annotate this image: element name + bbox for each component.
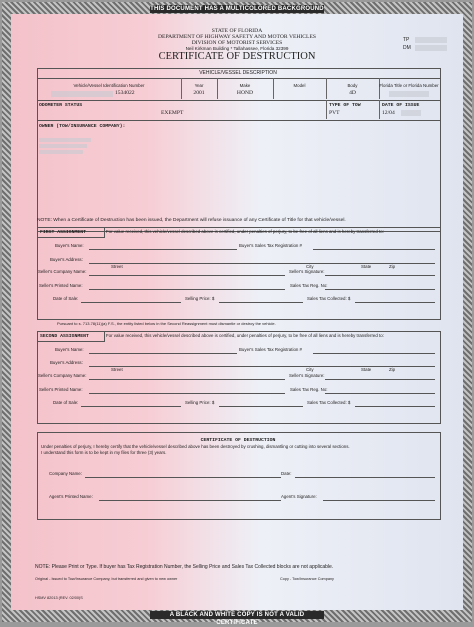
print-type-note: NOTE: Please Print or Type. If buyer has Tax Registration Number, the Selling Price and Sales Tax Collected blocks are not applicable. [35,564,334,570]
first-zip-label: Zip [389,264,396,269]
first-buyer-name-field[interactable] [89,249,237,250]
top-banner: THIS DOCUMENT HAS A MULTICOLORED BACKGROUND [150,6,324,12]
agent-printed-name-label: Agent's Printed Name: [49,494,93,499]
odometer-label: ODOMETER STATUS [39,103,83,108]
destruction-section-title: CERTIFICATE OF DESTRUCTION [200,438,276,443]
first-buyer-address-field[interactable] [89,263,435,264]
date-label: Date: [281,471,292,476]
company-name-label: Company Name: [49,471,82,476]
second-tax-collected-label: Sales Tax Collected: $ [307,400,351,405]
first-buyer-tax-label: Buyer's Sales Tax Registration # [239,243,302,248]
second-sales-tax-reg-label: Sales Tax Reg. No: [290,387,328,392]
state-title: STATE OF FLORIDA [211,28,263,34]
second-tax-collected-field[interactable] [355,406,435,407]
first-seller-printed-field[interactable] [89,289,285,290]
note-refusal: NOTE: When a Certificate of Destruction has been issued, the Department will refuse issuance of any Certificate of Title for that vehicle/vessel. [37,218,346,223]
redacted-code-tp [415,37,447,43]
redacted-owner-line-1 [39,138,91,142]
division-title: DIVISION OF MOTORIST SERVICES [191,40,283,46]
first-buyer-address-label: Buyer's Address: [50,257,83,262]
first-seller-company-field[interactable] [89,275,285,276]
issue-date-value: 12/04 [382,110,395,116]
first-selling-price-label: Selling Price: $ [185,296,215,301]
first-state-label: State [361,264,372,269]
redacted-owner-line-3 [39,150,83,154]
first-selling-price-field[interactable] [219,302,303,303]
code-dm-label: DM [403,45,411,51]
first-assignment-text: For value received, this vehicle/vessel described above is certified, under penalties of perjury, to be free of all liens and is hereby transferred to: [106,229,384,234]
second-buyer-address-label: Buyer's Address: [50,360,83,365]
first-seller-printed-label: Seller's Printed Name: [39,283,83,288]
first-street-label: Street [111,264,123,269]
vin-value: 1534022 [115,90,135,96]
divider [326,100,327,119]
second-buyer-name-field[interactable] [89,353,237,354]
second-street-label: Street [111,367,123,372]
title-number-label: Florida Title or Florida Number [379,83,439,88]
second-state-label: State [361,367,372,372]
second-assignment-text: For value received, this vehicle/vessel described above is certified, under penalties of perjury, to be free of all liens and is hereby transferred to: [106,333,384,338]
first-sales-tax-reg-label: Sales Tax Reg. No: [290,283,328,288]
second-buyer-tax-field[interactable] [313,353,435,354]
second-seller-company-label: Seller's Company Name: [38,373,87,378]
first-assignment-title: FIRST ASSIGNMENT [40,230,87,235]
vin-label: Vehicle/Vessel Identification Number [73,83,145,88]
date-field[interactable] [295,477,435,478]
original-copy-note: Original - Issued to Tow/Insurance Company, but transferred and given to new owner [35,577,178,581]
second-buyer-name-label: Buyer's Name: [55,347,84,352]
agent-printed-name-field[interactable] [99,500,281,501]
redacted-code-dm [415,45,447,51]
bottom-banner: A BLACK AND WHITE COPY IS NOT A VALID CERTIFICATE [150,611,324,619]
make-value: HOND [236,90,254,96]
owner-label: OWNER (TOW/INSURANCE COMPANY): [39,124,126,129]
second-seller-signature-label: Seller's Signature: [289,373,325,378]
first-tax-collected-label: Sales Tax Collected: $ [307,296,351,301]
tow-copy-note: Copy - Tow/Insurance Company [280,577,334,581]
second-assignment-title: SECOND ASSIGNMENT [40,334,89,339]
second-date-of-sale-field[interactable] [81,406,181,407]
second-selling-price-field[interactable] [219,406,303,407]
agent-signature-field[interactable] [323,500,435,501]
second-buyer-tax-label: Buyer's Sales Tax Registration # [239,347,302,352]
second-seller-company-field[interactable] [89,379,285,380]
first-buyer-tax-field[interactable] [313,249,435,250]
body-label: Body [347,83,358,88]
redacted-issue-year [401,110,421,116]
first-seller-company-label: Seller's Company Name: [38,269,87,274]
year-value: 2001 [193,90,205,96]
first-date-of-sale-field[interactable] [81,302,181,303]
redacted-vin [51,91,113,97]
type-tow-label: TYPE OF TOW [329,103,361,108]
department-title: DEPARTMENT OF HIGHWAY SAFETY AND MOTOR VEHICLES [158,34,316,40]
model-label: Model [293,83,306,88]
divider [379,100,380,119]
make-label: Make [239,83,251,88]
first-date-of-sale-label: Date of Sale: [53,296,79,301]
second-date-of-sale-label: Date of Sale: [53,400,79,405]
odometer-value: EXEMPT [161,110,184,116]
second-assignment-box [37,331,441,424]
issue-date-label: DATE OF ISSUE [382,103,420,108]
pursuant-note: Pursuant to s. 713.78(11)(a) F.S., the entity listed below in the Second Reassignment must dismantle or destroy the vehicle. [57,321,276,326]
first-tax-collected-field[interactable] [355,302,435,303]
department-address: Neil Kirkman Building * Tallahassee, Florida 32399 [185,46,289,51]
document-title: CERTIFICATE OF DESTRUCTION [158,51,316,62]
type-tow-value: PVT [329,110,340,116]
second-buyer-address-field[interactable] [89,366,435,367]
year-label: Year [194,83,204,88]
vehicle-section-title: VEHICLE/VESSEL DESCRIPTION [199,70,277,76]
company-name-field[interactable] [85,477,281,478]
first-sales-tax-reg-field[interactable] [325,289,435,290]
second-sales-tax-reg-field[interactable] [325,393,435,394]
status-box [37,100,441,121]
code-tp-label: TP [403,37,410,43]
form-number: HSMV 82013 (REV. 02/00)S [35,596,83,600]
redacted-owner-line-2 [39,144,87,148]
certificate-paper [11,14,463,610]
owner-box [37,120,441,232]
second-seller-signature-field[interactable] [325,379,435,380]
first-buyer-name-label: Buyer's Name: [55,243,84,248]
redacted-title-number [389,91,429,97]
first-seller-signature-field[interactable] [325,275,435,276]
second-seller-printed-field[interactable] [89,393,285,394]
agent-signature-label: Agent's Signature: [281,494,317,499]
first-seller-signature-label: Seller's Signature: [289,269,325,274]
second-seller-printed-label: Seller's Printed Name: [39,387,83,392]
first-city-label: City [306,264,314,269]
body-value: 4D [349,90,356,96]
second-zip-label: Zip [389,367,396,372]
destruction-retention-text: I understand this form is to be kept in my files for three (3) years. [41,450,167,455]
first-assignment-box [37,227,441,320]
destruction-perjury-text: Under penalties of perjury, I hereby certify that the vehicle/vessel described above has been destroyed by crushing, dismantling or cutting into several sections. [41,444,350,449]
second-city-label: City [306,367,314,372]
second-selling-price-label: Selling Price: $ [185,400,215,405]
